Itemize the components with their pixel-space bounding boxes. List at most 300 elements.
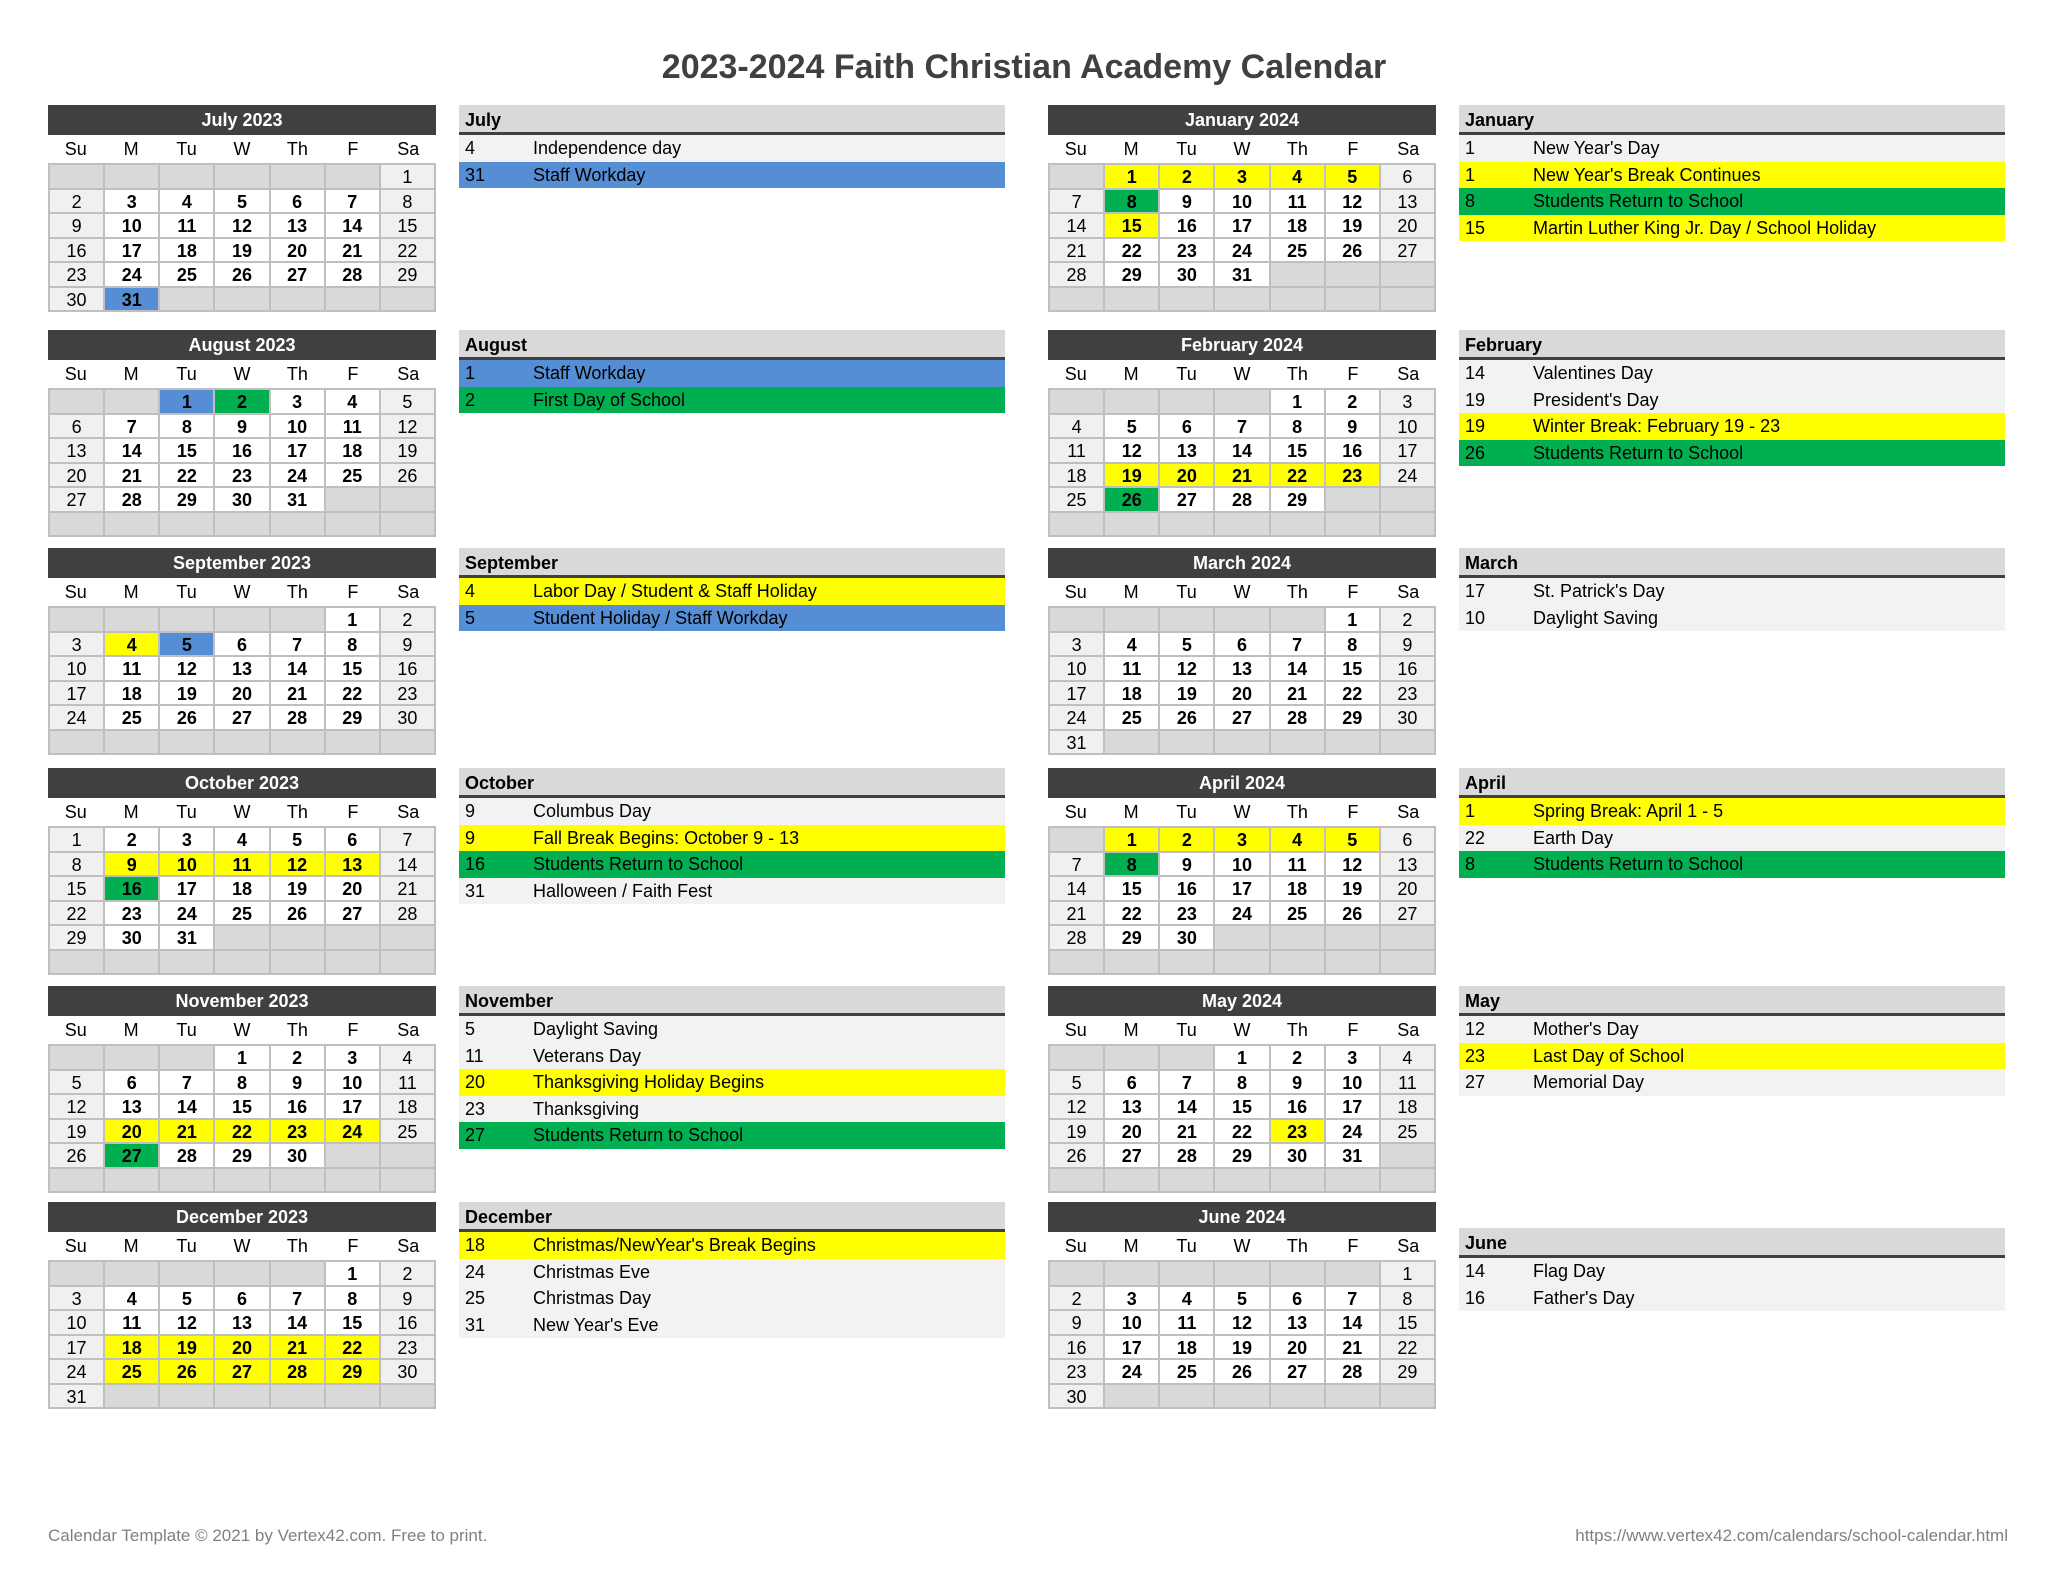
- calendar-day: 30: [1271, 1144, 1326, 1169]
- calendar-day: 24: [1050, 706, 1105, 731]
- calendar-empty-cell: [381, 488, 436, 513]
- calendar-empty-cell: [381, 513, 436, 538]
- calendar-day: 14: [1326, 1311, 1381, 1336]
- weekday-label: Sa: [1397, 582, 1420, 602]
- event-row: [1459, 1043, 2005, 1070]
- calendar-empty-cell: [381, 288, 436, 313]
- calendar-empty-cell: [105, 390, 160, 415]
- calendar-day: 18: [1271, 877, 1326, 902]
- calendar-day: 20: [326, 877, 381, 902]
- calendar-day: 28: [105, 488, 160, 513]
- event-list: [459, 330, 1005, 413]
- event-name: Martin Luther King Jr. Day / School Holiday: [1533, 217, 1877, 238]
- calendar-day: 13: [271, 214, 326, 239]
- calendar-day: 4: [215, 828, 270, 853]
- calendar-empty-cell: [1326, 1169, 1381, 1194]
- calendar-day: 22: [381, 239, 436, 264]
- calendar-day: 11: [1160, 1311, 1215, 1336]
- event-name: Daylight Saving: [533, 1019, 659, 1039]
- calendar-day: 2: [1326, 390, 1381, 415]
- calendar-day: 5: [1215, 1287, 1270, 1312]
- event-row: [459, 1016, 1005, 1043]
- calendar-day: 17: [50, 682, 105, 707]
- calendar-empty-cell: [271, 1169, 326, 1194]
- calendar-day: 1: [1326, 608, 1381, 633]
- calendar-day: 6: [1105, 1071, 1160, 1096]
- weekday-label: Su: [64, 802, 87, 822]
- calendar-day: 10: [1381, 415, 1436, 440]
- mini-calendar: [48, 768, 436, 975]
- calendar-day: 18: [215, 877, 270, 902]
- calendar-empty-cell: [271, 608, 326, 633]
- calendar-day: 10: [160, 853, 215, 878]
- weekday-label: Tu: [176, 364, 197, 384]
- calendar-day: 1: [1105, 165, 1160, 190]
- calendar-day: 19: [1050, 1120, 1105, 1145]
- calendar-day: 21: [326, 239, 381, 264]
- event-name: Staff Workday: [533, 164, 646, 185]
- calendar-empty-cell: [1050, 951, 1105, 976]
- calendar-empty-cell: [105, 513, 160, 538]
- calendar-day: 31: [1050, 731, 1105, 756]
- calendar-day: 7: [326, 190, 381, 215]
- calendar-empty-cell: [1215, 608, 1270, 633]
- weekday-label: M: [1123, 1236, 1139, 1256]
- event-day: 26: [1465, 442, 1486, 463]
- calendar-empty-cell: [1050, 1046, 1105, 1071]
- weekday-label: Tu: [1176, 582, 1197, 602]
- calendar-day: 23: [1160, 239, 1215, 264]
- mini-calendar-title: June 2024: [1048, 1202, 1436, 1232]
- calendar-day: 26: [1050, 1144, 1105, 1169]
- calendar-empty-cell: [1160, 1169, 1215, 1194]
- calendar-day: 8: [50, 853, 105, 878]
- calendar-day: 11: [105, 657, 160, 682]
- event-day: 31: [465, 164, 486, 185]
- calendar-day: 12: [1160, 657, 1215, 682]
- calendar-day: 9: [1160, 190, 1215, 215]
- calendar-day: 1: [326, 608, 381, 633]
- calendar-day: 29: [50, 926, 105, 951]
- calendar-day: 19: [1326, 214, 1381, 239]
- calendar-day: 4: [105, 633, 160, 658]
- calendar-empty-cell: [271, 926, 326, 951]
- calendar-empty-cell: [1326, 926, 1381, 951]
- calendar-empty-cell: [1050, 165, 1105, 190]
- calendar-day: 16: [271, 1095, 326, 1120]
- calendar-empty-cell: [1326, 731, 1381, 756]
- calendar-day: 27: [215, 1360, 270, 1385]
- calendar-day: 7: [1160, 1071, 1215, 1096]
- weekday-label: M: [123, 139, 139, 159]
- event-row: [1459, 1258, 2005, 1285]
- calendar-day: 17: [326, 1095, 381, 1120]
- calendar-day: 5: [1326, 828, 1381, 853]
- calendar-day: 25: [1271, 239, 1326, 264]
- calendar-day: 18: [326, 439, 381, 464]
- calendar-empty-cell: [1050, 513, 1105, 538]
- calendar-empty-cell: [381, 926, 436, 951]
- weekday-label: W: [1233, 582, 1251, 602]
- day-grid: [1048, 1260, 1436, 1409]
- mini-calendar-title: January 2024: [1048, 105, 1436, 135]
- mini-calendar: [48, 330, 436, 537]
- calendar-day: 31: [1215, 263, 1270, 288]
- calendar-empty-cell: [381, 951, 436, 976]
- event-day: 5: [465, 607, 476, 628]
- weekday-label: Sa: [1397, 802, 1420, 822]
- calendar-day: 31: [1326, 1144, 1381, 1169]
- calendar-day: 9: [1160, 853, 1215, 878]
- weekday-label: Su: [64, 1020, 87, 1040]
- calendar-day: 30: [1050, 1385, 1105, 1410]
- calendar-day: 21: [105, 464, 160, 489]
- calendar-day: 27: [50, 488, 105, 513]
- calendar-day: 24: [160, 902, 215, 927]
- calendar-day: 16: [1381, 657, 1436, 682]
- calendar-day: 5: [160, 1287, 215, 1312]
- calendar-day: 30: [381, 1360, 436, 1385]
- calendar-empty-cell: [1160, 731, 1215, 756]
- calendar-empty-cell: [105, 165, 160, 190]
- calendar-day: 5: [271, 828, 326, 853]
- event-row: [1459, 1285, 2005, 1312]
- calendar-day: 6: [215, 633, 270, 658]
- weekday-label: F: [1347, 802, 1359, 822]
- calendar-day: 6: [1160, 415, 1215, 440]
- calendar-day: 16: [50, 239, 105, 264]
- event-list-title: July: [459, 105, 1005, 135]
- mini-calendar: [48, 548, 436, 755]
- calendar-day: 9: [1271, 1071, 1326, 1096]
- weekday-label: W: [1233, 802, 1251, 822]
- calendar-empty-cell: [105, 1385, 160, 1410]
- calendar-empty-cell: [1160, 1262, 1215, 1287]
- event-row: [1459, 135, 2005, 162]
- calendar-day: 25: [1160, 1360, 1215, 1385]
- calendar-day: 18: [105, 682, 160, 707]
- calendar-day: 14: [105, 439, 160, 464]
- calendar-empty-cell: [50, 513, 105, 538]
- event-day: 24: [465, 1261, 486, 1282]
- calendar-day: 22: [1215, 1120, 1270, 1145]
- calendar-day: 26: [1215, 1360, 1270, 1385]
- calendar-day: 27: [1105, 1144, 1160, 1169]
- event-row: [459, 798, 1005, 825]
- weekday-label: W: [1233, 364, 1251, 384]
- calendar-day: 24: [326, 1120, 381, 1145]
- calendar-day: 8: [1326, 633, 1381, 658]
- weekday-label: M: [1123, 802, 1139, 822]
- calendar-day: 7: [1271, 633, 1326, 658]
- calendar-day: 11: [1381, 1071, 1436, 1096]
- weekday-label: F: [1347, 1020, 1359, 1040]
- calendar-empty-cell: [160, 731, 215, 756]
- calendar-day: 28: [381, 902, 436, 927]
- weekday-header-row: [48, 1016, 436, 1044]
- calendar-day: 2: [1160, 165, 1215, 190]
- calendar-day: 13: [1215, 657, 1270, 682]
- calendar-day: 2: [105, 828, 160, 853]
- calendar-day: 19: [160, 682, 215, 707]
- calendar-day: 15: [160, 439, 215, 464]
- event-name: Students Return to School: [533, 854, 744, 874]
- calendar-day: 14: [160, 1095, 215, 1120]
- calendar-empty-cell: [326, 926, 381, 951]
- calendar-day: 21: [381, 877, 436, 902]
- weekday-label: Su: [64, 364, 87, 384]
- calendar-empty-cell: [1381, 513, 1436, 538]
- calendar-empty-cell: [1215, 288, 1270, 313]
- event-list: [1459, 330, 2005, 466]
- calendar-day: 25: [1381, 1120, 1436, 1145]
- calendar-day: 3: [326, 1046, 381, 1071]
- calendar-empty-cell: [1105, 951, 1160, 976]
- calendar-day: 29: [326, 1360, 381, 1385]
- calendar-day: 8: [326, 633, 381, 658]
- event-day: 23: [1465, 1045, 1486, 1066]
- weekday-label: Sa: [1397, 1020, 1420, 1040]
- calendar-day: 15: [381, 214, 436, 239]
- event-row: [1459, 440, 2005, 467]
- calendar-day: 4: [105, 1287, 160, 1312]
- calendar-empty-cell: [326, 951, 381, 976]
- calendar-day: 19: [1326, 877, 1381, 902]
- calendar-day: 10: [50, 657, 105, 682]
- calendar-day: 22: [1271, 464, 1326, 489]
- calendar-day: 2: [215, 390, 270, 415]
- calendar-empty-cell: [326, 1144, 381, 1169]
- event-name: Fall Break Begins: October 9 - 13: [533, 827, 800, 848]
- calendar-empty-cell: [1050, 1169, 1105, 1194]
- calendar-day: 4: [326, 390, 381, 415]
- event-list: [459, 768, 1005, 904]
- event-name: Spring Break: April 1 - 5: [1533, 801, 1724, 821]
- event-row: [459, 1043, 1005, 1070]
- weekday-header-row: [1048, 578, 1436, 606]
- calendar-day: 19: [1160, 682, 1215, 707]
- calendar-day: 13: [1381, 853, 1436, 878]
- weekday-label: F: [1347, 582, 1359, 602]
- calendar-day: 11: [1050, 439, 1105, 464]
- calendar-day: 15: [1271, 439, 1326, 464]
- calendar-day: 17: [1105, 1336, 1160, 1361]
- calendar-day: 28: [1215, 488, 1270, 513]
- calendar-empty-cell: [160, 1169, 215, 1194]
- weekday-label: W: [233, 139, 251, 159]
- calendar-empty-cell: [326, 165, 381, 190]
- calendar-day: 23: [381, 1336, 436, 1361]
- calendar-day: 7: [271, 633, 326, 658]
- calendar-day: 4: [1381, 1046, 1436, 1071]
- calendar-day: 3: [1215, 828, 1270, 853]
- event-name: Christmas Day: [533, 1288, 652, 1308]
- calendar-day: 14: [1160, 1095, 1215, 1120]
- event-name: First Day of School: [533, 389, 686, 410]
- day-grid: [48, 606, 436, 755]
- calendar-day: 9: [215, 415, 270, 440]
- calendar-day: 8: [215, 1071, 270, 1096]
- weekday-label: Tu: [1176, 802, 1197, 822]
- calendar-day: 5: [1326, 165, 1381, 190]
- calendar-empty-cell: [1381, 1385, 1436, 1410]
- calendar-empty-cell: [160, 165, 215, 190]
- weekday-label: Su: [64, 582, 87, 602]
- calendar-day: 28: [160, 1144, 215, 1169]
- weekday-label: Sa: [1397, 1236, 1420, 1256]
- calendar-day: 22: [215, 1120, 270, 1145]
- event-name: Columbus Day: [533, 801, 652, 821]
- weekday-label: F: [1347, 364, 1359, 384]
- calendar-day: 1: [1271, 390, 1326, 415]
- calendar-empty-cell: [326, 513, 381, 538]
- calendar-day: 10: [271, 415, 326, 440]
- calendar-empty-cell: [271, 513, 326, 538]
- calendar-day: 1: [1215, 1046, 1270, 1071]
- event-name: Christmas/NewYear's Break Begins: [533, 1235, 816, 1255]
- calendar-day: 23: [50, 263, 105, 288]
- event-day: 25: [465, 1288, 486, 1308]
- calendar-empty-cell: [1381, 731, 1436, 756]
- calendar-empty-cell: [271, 1262, 326, 1287]
- calendar-day: 24: [50, 706, 105, 731]
- calendar-day: 21: [1326, 1336, 1381, 1361]
- weekday-label: Th: [286, 1020, 308, 1040]
- calendar-day: 17: [1326, 1095, 1381, 1120]
- calendar-day: 28: [1326, 1360, 1381, 1385]
- calendar-day: 28: [271, 706, 326, 731]
- weekday-label: M: [1123, 139, 1139, 159]
- calendar-day: 17: [160, 877, 215, 902]
- calendar-day: 12: [50, 1095, 105, 1120]
- calendar-day: 18: [1105, 682, 1160, 707]
- event-row: [1459, 360, 2005, 387]
- weekday-label: Su: [1064, 582, 1087, 602]
- calendar-day: 27: [1381, 239, 1436, 264]
- calendar-day: 12: [271, 853, 326, 878]
- calendar-day: 6: [215, 1287, 270, 1312]
- calendar-day: 5: [215, 190, 270, 215]
- event-list: [1459, 986, 2005, 1096]
- calendar-empty-cell: [1326, 288, 1381, 313]
- calendar-empty-cell: [1105, 1262, 1160, 1287]
- calendar-day: 26: [1105, 488, 1160, 513]
- event-day: 27: [465, 1125, 486, 1145]
- event-name: Students Return to School: [533, 1125, 744, 1145]
- calendar-day: 17: [271, 439, 326, 464]
- weekday-label: F: [1347, 139, 1359, 159]
- event-day: 31: [465, 1314, 486, 1335]
- calendar-empty-cell: [215, 926, 270, 951]
- event-day: 4: [465, 581, 476, 601]
- calendar-day: 25: [105, 1360, 160, 1385]
- calendar-day: 4: [1105, 633, 1160, 658]
- day-grid: [48, 1044, 436, 1193]
- weekday-label: Tu: [176, 1020, 197, 1040]
- event-row: [1459, 851, 2005, 878]
- calendar-day: 26: [50, 1144, 105, 1169]
- calendar-day: 7: [1050, 190, 1105, 215]
- calendar-day: 23: [105, 902, 160, 927]
- calendar-empty-cell: [1271, 608, 1326, 633]
- calendar-empty-cell: [50, 390, 105, 415]
- calendar-empty-cell: [1160, 608, 1215, 633]
- weekday-label: Tu: [1176, 1236, 1197, 1256]
- calendar-day: 21: [1160, 1120, 1215, 1145]
- calendar-day: 15: [1215, 1095, 1270, 1120]
- calendar-day: 31: [160, 926, 215, 951]
- calendar-day: 13: [215, 657, 270, 682]
- calendar-empty-cell: [1105, 608, 1160, 633]
- calendar-empty-cell: [1215, 926, 1270, 951]
- mini-calendar-title: February 2024: [1048, 330, 1436, 360]
- calendar-day: 20: [271, 239, 326, 264]
- weekday-label: W: [233, 802, 251, 822]
- weekday-label: M: [123, 364, 139, 384]
- calendar-empty-cell: [50, 165, 105, 190]
- event-day: 31: [465, 880, 486, 901]
- weekday-label: Th: [286, 802, 308, 822]
- mini-calendar-title: November 2023: [48, 986, 436, 1016]
- event-row: [1459, 1016, 2005, 1043]
- event-day: 18: [465, 1235, 486, 1255]
- calendar-day: 19: [160, 1336, 215, 1361]
- calendar-day: 6: [1215, 633, 1270, 658]
- calendar-day: 15: [1381, 1311, 1436, 1336]
- calendar-day: 24: [1381, 464, 1436, 489]
- event-row: [1459, 413, 2005, 440]
- mini-calendar: [1048, 548, 1436, 755]
- calendar-empty-cell: [1271, 926, 1326, 951]
- event-name: Flag Day: [1533, 1261, 1606, 1281]
- calendar-day: 7: [1326, 1287, 1381, 1312]
- event-day: 16: [465, 854, 486, 874]
- calendar-empty-cell: [215, 608, 270, 633]
- calendar-day: 21: [271, 1336, 326, 1361]
- calendar-day: 15: [326, 1311, 381, 1336]
- calendar-day: 30: [1381, 706, 1436, 731]
- calendar-day: 20: [215, 682, 270, 707]
- footer-url[interactable]: https://www.vertex42.com/calendars/school-calendar.html: [1575, 1526, 2008, 1545]
- calendar-day: 1: [1381, 1262, 1436, 1287]
- calendar-day: 10: [1050, 657, 1105, 682]
- calendar-day: 28: [1050, 926, 1105, 951]
- calendar-empty-cell: [1050, 608, 1105, 633]
- calendar-day: 23: [1271, 1120, 1326, 1145]
- calendar-day: 11: [105, 1311, 160, 1336]
- calendar-day: 24: [1105, 1360, 1160, 1385]
- calendar-empty-cell: [1050, 288, 1105, 313]
- calendar-day: 15: [215, 1095, 270, 1120]
- calendar-empty-cell: [381, 1169, 436, 1194]
- calendar-day: 27: [1160, 488, 1215, 513]
- event-day: 10: [1465, 607, 1486, 628]
- calendar-day: 19: [381, 439, 436, 464]
- weekday-label: Su: [1064, 364, 1087, 384]
- event-row: [459, 1096, 1005, 1123]
- calendar-empty-cell: [1105, 513, 1160, 538]
- calendar-empty-cell: [50, 1169, 105, 1194]
- calendar-day: 15: [1105, 214, 1160, 239]
- event-name: Winter Break: February 19 - 23: [1533, 416, 1781, 436]
- calendar-day: 15: [326, 657, 381, 682]
- calendar-day: 29: [1105, 263, 1160, 288]
- weekday-label: W: [1233, 139, 1251, 159]
- calendar-day: 19: [1105, 464, 1160, 489]
- event-day: 2: [465, 389, 476, 410]
- mini-calendar-title: July 2023: [48, 105, 436, 135]
- calendar-day: 30: [381, 706, 436, 731]
